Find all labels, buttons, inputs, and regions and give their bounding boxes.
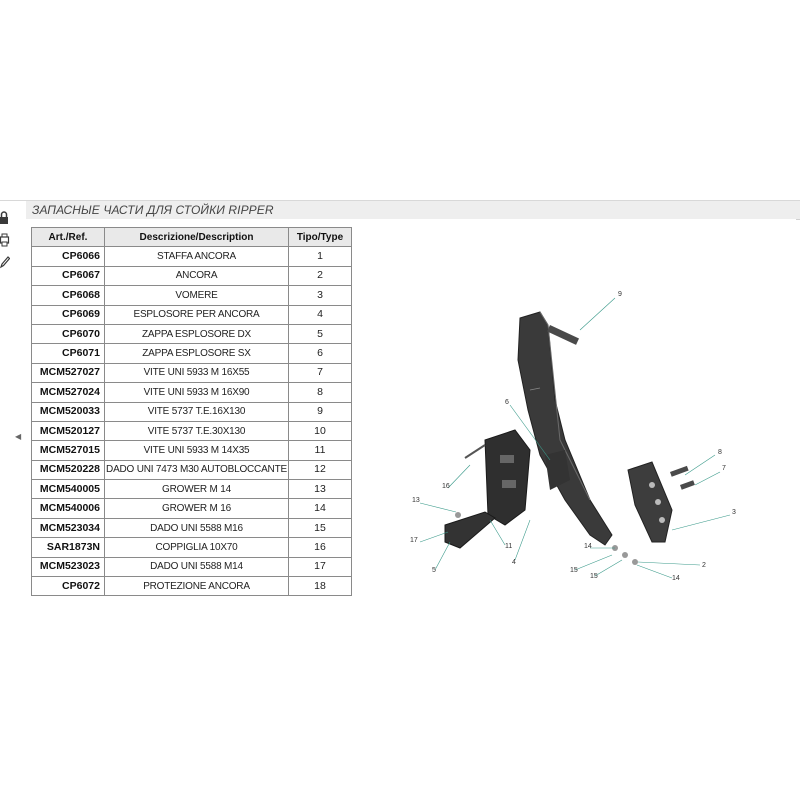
table-row: [32, 577, 352, 596]
part-number-cell: MCM520228: [32, 460, 105, 479]
description-cell: DADO UNI 5588 M14: [105, 557, 289, 576]
exploded-parts-diagram: [390, 280, 790, 600]
table-row: [32, 344, 352, 363]
table-header-row: [32, 228, 352, 247]
table-row: [32, 518, 352, 537]
bolt-part: [547, 325, 579, 345]
table-row: [32, 363, 352, 382]
description-cell: COPPIGLIA 10X70: [105, 538, 289, 557]
callout-number: 2: [702, 562, 706, 569]
description-cell: VOMERE: [105, 286, 289, 305]
type-cell: 17: [289, 557, 352, 576]
table-row: [32, 305, 352, 324]
type-cell: 12: [289, 460, 352, 479]
bracket-part: [485, 430, 530, 525]
callout-number: 6: [505, 399, 509, 406]
type-cell: 5: [289, 324, 352, 343]
callout-number: 15: [570, 567, 578, 574]
nut-part: [455, 512, 461, 518]
part-number-cell: CP6068: [32, 286, 105, 305]
description-cell: ZAPPA ESPLOSORE DX: [105, 324, 289, 343]
part-number-cell: MCM527015: [32, 441, 105, 460]
washer-part: [622, 552, 628, 558]
part-number-cell: MCM523034: [32, 518, 105, 537]
left-toolbar: [0, 205, 14, 275]
callout-number: 5: [432, 567, 436, 574]
callout-number: 9: [618, 291, 622, 298]
section-title: ЗАПАСНЫЕ ЧАСТИ ДЛЯ СТОЙКИ RIPPER: [32, 203, 274, 217]
part-number-cell: CP6072: [32, 577, 105, 596]
description-cell: ESPLOSORE PER ANCORA: [105, 305, 289, 324]
part-number-cell: MCM523023: [32, 557, 105, 576]
part-number-cell: MCM540006: [32, 499, 105, 518]
part-number-cell: CP6071: [32, 344, 105, 363]
description-cell: PROTEZIONE ANCORA: [105, 577, 289, 596]
description-cell: GROWER M 14: [105, 480, 289, 499]
description-cell: DADO UNI 5588 M16: [105, 518, 289, 537]
type-cell: 16: [289, 538, 352, 557]
description-cell: VITE UNI 5933 M 14X35: [105, 441, 289, 460]
chevron-left-icon[interactable]: ◀: [15, 432, 22, 441]
description-cell: DADO UNI 7473 M30 AUTOBLOCCANTE: [105, 460, 289, 479]
callout-number: 13: [412, 497, 420, 504]
lock-icon[interactable]: [0, 211, 10, 227]
shank-part: [518, 312, 612, 545]
callout-number: 8: [718, 449, 722, 456]
type-cell: 6: [289, 344, 352, 363]
part-number-cell: CP6067: [32, 266, 105, 285]
part-number-cell: CP6070: [32, 324, 105, 343]
description-cell: GROWER M 16: [105, 499, 289, 518]
table-row: [32, 460, 352, 479]
callout-number: 3: [732, 509, 736, 516]
washer-part: [632, 559, 638, 565]
callout-number: 17: [410, 537, 418, 544]
description-cell: STAFFA ANCORA: [105, 247, 289, 266]
part-number-cell: MCM527027: [32, 363, 105, 382]
type-cell: 9: [289, 402, 352, 421]
table-row: [32, 402, 352, 421]
table-row: [32, 247, 352, 266]
pen-icon[interactable]: [0, 255, 10, 271]
callout-number: 14: [584, 543, 592, 550]
type-cell: 13: [289, 480, 352, 499]
part-number-cell: MCM520127: [32, 421, 105, 440]
description-cell: VITE UNI 5933 M 16X90: [105, 383, 289, 402]
protection-plate-part: [628, 462, 672, 542]
callout-number: 14: [672, 575, 680, 582]
part-number-cell: MCM527024: [32, 383, 105, 402]
type-cell: 14: [289, 499, 352, 518]
description-cell: ZAPPA ESPLOSORE SX: [105, 344, 289, 363]
table-row: [32, 324, 352, 343]
header-description: Descrizione/Description: [105, 228, 289, 247]
part-number-cell: MCM540005: [32, 480, 105, 499]
header-type: Tipo/Type: [289, 228, 352, 247]
callout-number: 16: [442, 483, 450, 490]
description-cell: ANCORA: [105, 266, 289, 285]
table-row: [32, 499, 352, 518]
type-cell: 4: [289, 305, 352, 324]
table-row: [32, 421, 352, 440]
print-icon[interactable]: [0, 233, 10, 249]
description-cell: VITE 5737 T.E.30X130: [105, 421, 289, 440]
bolt-part-7: [670, 466, 689, 477]
table-row: [32, 480, 352, 499]
description-cell: VITE 5737 T.E.16X130: [105, 402, 289, 421]
table-row: [32, 383, 352, 402]
part-number-cell: CP6066: [32, 247, 105, 266]
part-number-cell: MCM520033: [32, 402, 105, 421]
type-cell: 3: [289, 286, 352, 305]
bolt-part-8: [680, 480, 695, 489]
part-number-cell: SAR1873N: [32, 538, 105, 557]
callout-number: 15: [590, 573, 598, 580]
table-row: [32, 538, 352, 557]
cotter-pin-part: [465, 445, 485, 458]
type-cell: 2: [289, 266, 352, 285]
table-row: [32, 557, 352, 576]
callout-number: 11: [505, 543, 513, 550]
description-cell: VITE UNI 5933 M 16X55: [105, 363, 289, 382]
parts-table: [31, 227, 352, 596]
callout-number: 4: [512, 559, 516, 566]
type-cell: 10: [289, 421, 352, 440]
type-cell: 11: [289, 441, 352, 460]
callout-number: 7: [722, 465, 726, 472]
type-cell: 7: [289, 363, 352, 382]
type-cell: 1: [289, 247, 352, 266]
table-row: [32, 286, 352, 305]
table-row: [32, 266, 352, 285]
hoe-part: [445, 512, 495, 548]
table-row: [32, 441, 352, 460]
type-cell: 18: [289, 577, 352, 596]
header-art: Art./Ref.: [32, 228, 105, 247]
type-cell: 8: [289, 383, 352, 402]
type-cell: 15: [289, 518, 352, 537]
part-number-cell: CP6069: [32, 305, 105, 324]
